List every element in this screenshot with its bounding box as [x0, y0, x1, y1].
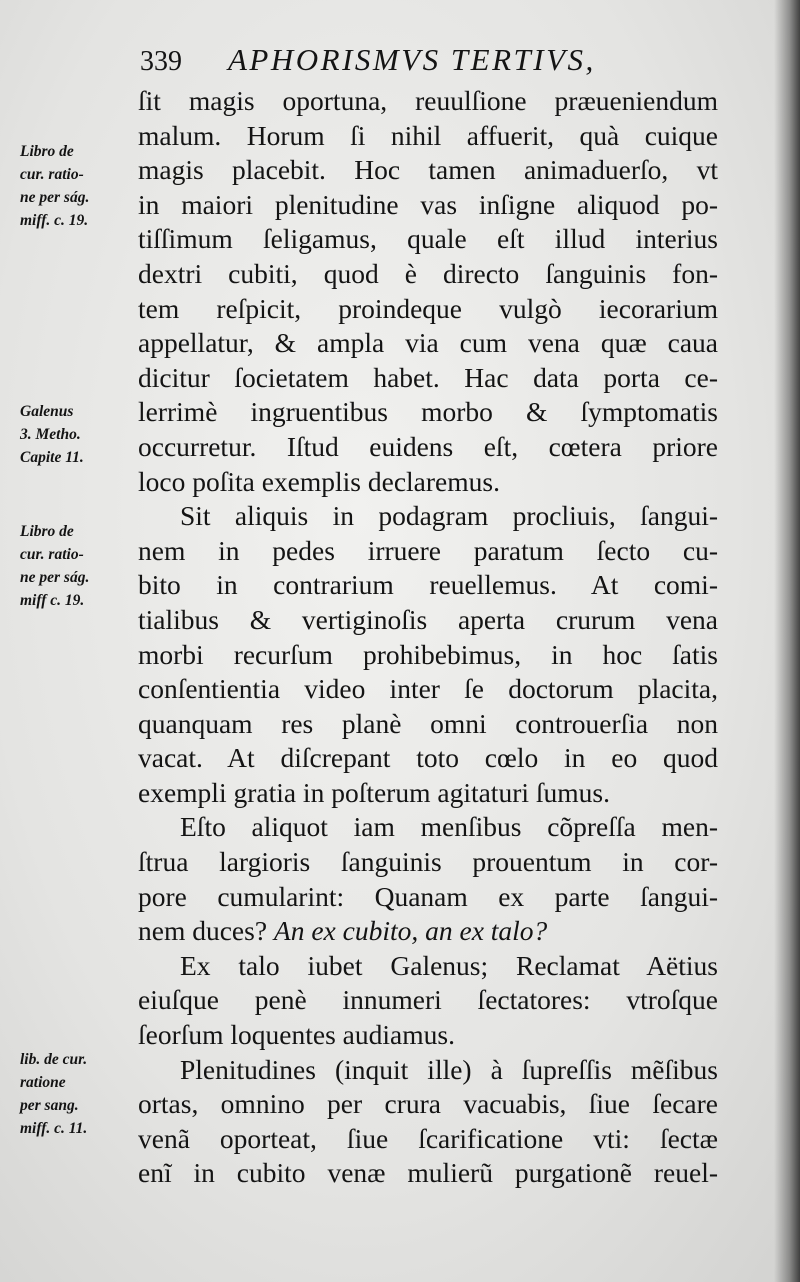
- text-line-italic: An ex cubito, an ex talo?: [273, 915, 548, 947]
- text-line-roman: nem duces?: [138, 915, 268, 947]
- page-spine-shadow: [774, 0, 800, 1282]
- text-line: [138, 914, 718, 949]
- text-line: malum. Horum ſi nihil affuerit, quà cuique: [138, 119, 718, 151]
- body-text: [138, 84, 718, 1191]
- margin-note: [20, 400, 132, 469]
- margin-note-line: 3. Metho.: [20, 426, 81, 443]
- text-line: tialibus & vertiginoſis aperta crurum vena: [138, 603, 718, 635]
- text-line: Ex talo iubet Galenus; Reclamat Aëtius: [180, 949, 718, 981]
- text-line: lerrimè ingruentibus morbo & ſymptomatis: [138, 396, 718, 428]
- text-line: Plenitudines (inquit ille) à ſupreſſis mẽſibus: [180, 1053, 718, 1085]
- margin-note-line: per sang.: [20, 1097, 79, 1114]
- margin-note-line: miff. c. 11.: [20, 1120, 88, 1137]
- text-line: occurretur. Iſtud euidens eſt, cœtera priore: [138, 430, 718, 462]
- text-line: ortas, omnino per crura vacuabis, ſiue ſecare: [138, 1088, 718, 1120]
- text-line: pore cumularint: Quanam ex parte ſangui-: [138, 880, 718, 912]
- page-header: [140, 42, 760, 86]
- text-line: dicitur ſocietatem habet. Hac data porta ce-: [138, 361, 718, 393]
- margin-note: [20, 520, 132, 612]
- margin-note-line: cur. ratio-: [20, 546, 84, 563]
- text-line: ſit magis oportuna, reuulſione præueniendum: [138, 85, 718, 116]
- text-line: magis placebit. Hoc tamen animaduerſo, vt: [138, 154, 718, 186]
- text-line: vacat. At diſcrepant toto cœlo in eo quod: [138, 742, 718, 774]
- text-line: appellatur, & ampla via cum vena quæ caua: [138, 327, 718, 359]
- text-line: dextri cubiti, quod è directo ſanguinis fon-: [138, 257, 718, 289]
- margin-note-line: ne per ság.: [20, 189, 90, 206]
- margin-note-line: miff. c. 19.: [20, 212, 89, 229]
- text-line: morbi recurſum prohibebimus, in hoc ſatis: [138, 638, 718, 670]
- margin-note-line: Libro de: [20, 523, 74, 540]
- text-line: venã oporteat, ſiue ſcarificatione vti: ſectæ: [138, 1122, 718, 1154]
- text-line: ſeorſum loquentes audiamus.: [138, 1019, 455, 1051]
- text-line: quanquam res planè omni controuerſia non: [138, 707, 718, 739]
- text-line: bito in contrarium reuellemus. At comi-: [138, 569, 718, 601]
- text-line: loco poſita exemplis declaremus.: [138, 465, 500, 497]
- margin-note: [20, 140, 132, 232]
- text-line: enĩ in cubito venæ mulierũ purgationẽ reuel-: [138, 1157, 718, 1189]
- page-number: 339: [140, 46, 182, 77]
- text-line: tiſſimum ſeligamus, quale eſt illud interius: [138, 223, 718, 255]
- text-line: Eſto aliquot iam menſibus cõpreſſa men-: [180, 811, 718, 843]
- running-head: APHORISMVS TERTIVS,: [228, 42, 596, 77]
- text-line: ſtrua largioris ſanguinis prouentum in cor-: [138, 846, 718, 878]
- margin-note-line: cur. ratio-: [20, 166, 84, 183]
- margin-note-line: Capite 11.: [20, 449, 84, 466]
- margin-note-line: lib. de cur.: [20, 1051, 88, 1068]
- margin-note: [20, 1048, 132, 1140]
- margin-note-line: Galenus: [20, 403, 74, 420]
- margin-note-line: ne per ság.: [20, 569, 90, 586]
- margin-note-line: miff c. 19.: [20, 592, 85, 609]
- text-line: nem in pedes irruere paratum ſecto cu-: [138, 534, 718, 566]
- text-line: exempli gratia in poſterum agitaturi ſumus.: [138, 776, 610, 808]
- text-line: conſentientia video inter ſe doctorum placita,: [138, 673, 718, 705]
- text-line: Sit aliquis in podagram procliuis, ſangui-: [180, 500, 718, 532]
- text-line: tem reſpicit, proindeque vulgò iecorarium: [138, 292, 718, 324]
- text-line: in maiori plenitudine vas inſigne aliquod po-: [138, 188, 718, 220]
- margin-note-line: Libro de: [20, 143, 74, 160]
- text-line: eiuſque penè innumeri ſectatores: vtroſque: [138, 984, 718, 1016]
- margin-note-line: ratione: [20, 1074, 66, 1091]
